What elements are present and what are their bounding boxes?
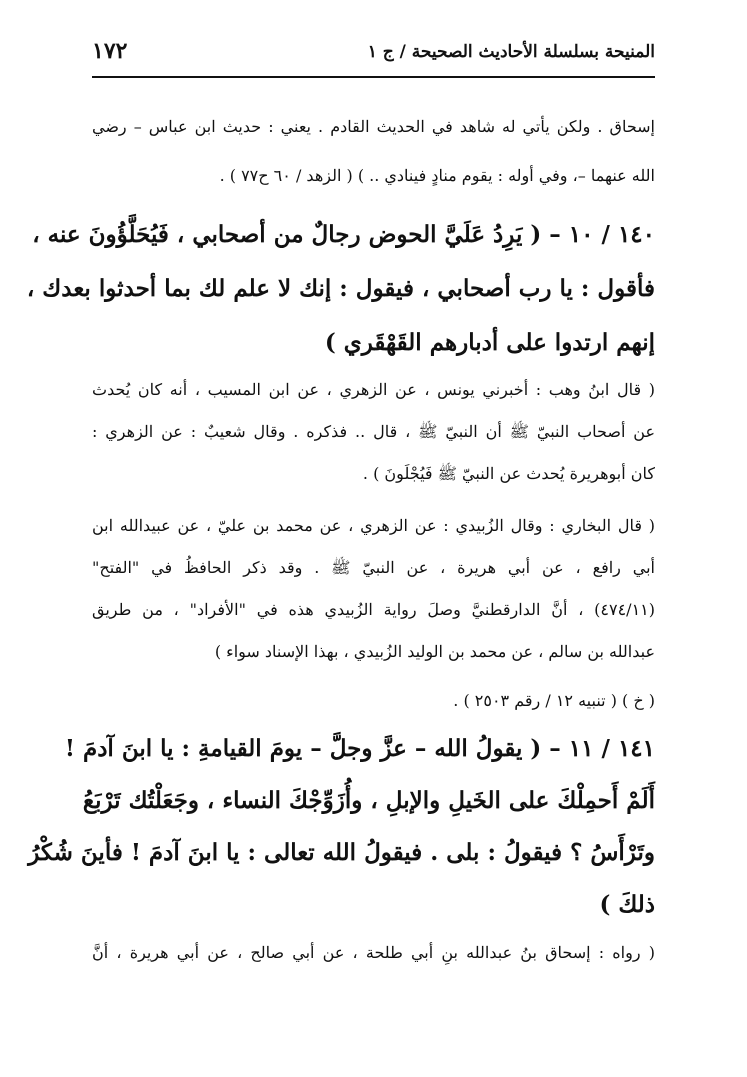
text-line: إنهم ارتدوا على أدبارهم القَهْقَري ) — [324, 329, 655, 356]
text-line: عبدالله بن سالم ، عن محمد بن الوليد الزُبيدي ، بهذا الإسناد سواء ) — [214, 642, 655, 661]
text-line: عن أصحاب النبيّ ﷺ أن النبيّ ﷺ ، قال .. فذكره . وقال شعيبٌ : عن الزهري : — [92, 422, 655, 441]
text-line: إسحاق . ولكن يأتي له شاهد في الحديث القادم . يعني : حديث ابن عباس – رضي — [92, 117, 655, 136]
text-line: ( قال ابنُ وهب : أخبرني يونس ، عن الزهري ، عن ابن المسيب ، أنه كان يُحدث — [92, 380, 655, 399]
text-line: ذلكَ ) — [599, 891, 655, 918]
running-header — [92, 34, 655, 74]
text-line: وتَرْأَسُ ؟ فيقولُ : بلى . فيقولُ الله تعالى : يا ابنَ آدمَ ! فأينَ شُكْرُ — [28, 839, 655, 866]
text-line: ١٤٠ / ١٠ – ( يَرِدُ عَلَيَّ الحوض رجالٌ من أصحابي ، فَيُحَلَّؤُونَ عنه ، — [32, 221, 655, 248]
text-line: ( خ ) ( تنبيه ١٢ / رقم ٢٥٠٣ ) . — [453, 691, 655, 710]
text-line: ١٤١ / ١١ – ( يقولُ الله – عزَّ وجلَّ – يومَ القيامةِ : يا ابنَ آدمَ ! — [64, 735, 655, 762]
text-line: أبي رافع ، عن أبي هريرة ، عن النبيّ ﷺ . وقد ذكر الحافظُ في "الفتح" — [92, 558, 655, 577]
text-line: أَلَمْ أَحمِلْكَ على الخَيلِ والإبلِ ، وأُزَوِّجْكَ النساء ، وجَعَلْتُك تَرْبَعُ — [82, 787, 655, 814]
text-line: (٤٧٤/١١) ، أنَّ الدارقطنيَّ وصلَ رواية الزُبيدي هذه في "الأفراد" ، من طريق — [92, 600, 655, 619]
text-line: الله عنهما –، وفي أوله : يقوم منادٍ فينادي .. ) ( الزهد / ٦٠ ح٧٧ ) . — [219, 166, 655, 185]
text-line: كان أبوهريرة يُحدث عن النبيّ ﷺ فَيُجْلَونَ ) . — [362, 464, 655, 483]
page-number: ١٧٢ — [92, 38, 128, 64]
header-rule — [92, 76, 655, 78]
text-line: فأقول : يا رب أصحابي ، فيقول : إنك لا علم لك بما أحدثوا بعدك ، — [26, 275, 655, 302]
text-line: ( قال البخاري : وقال الزُبيدي : عن الزهري ، عن محمد بن عليّ ، عن عبيدالله ابن — [92, 516, 655, 535]
text-line: ( رواه : إسحاق بنُ عبدالله بنِ أبي طلحة ، عن أبي صالح ، عن أبي هريرة ، أنَّ — [92, 943, 655, 962]
header-title: المنيحة بسلسلة الأحاديث الصحيحة / ج ١ — [367, 42, 655, 62]
